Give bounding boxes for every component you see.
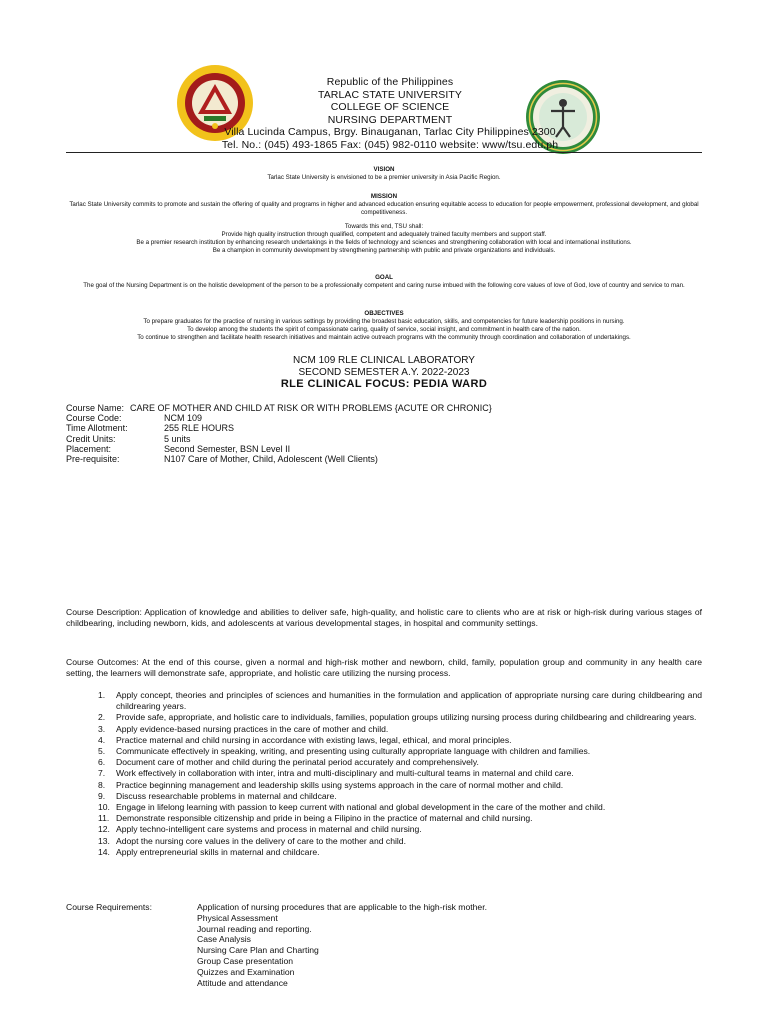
list-item: Quizzes and Examination — [197, 966, 295, 977]
list-item: Physical Assessment — [197, 912, 278, 923]
goal-text: The goal of the Nursing Department is on the holistic development of the person to be a professionally competent and caring nurse imbued with the following core values of love of God, love of country and service to man. — [83, 282, 685, 289]
mission-heading: MISSION — [370, 193, 398, 200]
course-info-label: Course Code: — [66, 413, 122, 424]
objectives-section — [66, 310, 702, 342]
list-item: 11. Demonstrate responsible citizenship and pride in being a Filipino in the practice of maternal and child nursing. — [98, 813, 533, 824]
course-info-value: 5 units — [164, 433, 191, 444]
course-info-label: Pre-requisite: — [66, 453, 120, 464]
course-outcomes-intro: Course Outcomes: At the end of this course, given a normal and high-risk mother and newborn, child, family, population group and community in any health care setting, the learners will demonstrate safe, appropriate, and holistic care utilizing the nursing process. — [66, 657, 702, 679]
goal-heading: GOAL — [375, 274, 393, 281]
course-info-label: Time Allotment: — [66, 423, 128, 434]
list-item: 14. Apply entrepreneurial skills in maternal and childcare. — [98, 846, 320, 857]
course-info-value: N107 Care of Mother, Child, Adolescent (Well Clients) — [164, 453, 378, 464]
mission-intro: Towards this end, TSU shall: — [344, 223, 424, 230]
list-item: 10. Engage in lifelong learning with passion to keep current with national and global development in the care of the mother and child. — [98, 802, 606, 813]
list-item: Group Case presentation — [197, 955, 294, 966]
list-item: 12. Apply techno-intelligent care systems and process in maternal and child nursing. — [98, 824, 422, 835]
semester-title: SECOND SEMESTER A.Y. 2022-2023 — [298, 366, 470, 378]
list-item: 1. Apply concept, theories and principles of sciences and humanities in the formulation and application of appropriate nursing care during childbearing and childrearing years. — [98, 690, 702, 712]
list-item: 5. Communicate effectively in speaking, writing, and presenting using culturally appropriate language with children and families. — [98, 746, 591, 757]
objective-item: To develop among the students the spirit of compassionate caring, quality of service, social insight, and commitment in health care of the nation. — [187, 326, 581, 333]
course-info-value: CARE OF MOTHER AND CHILD AT RISK OR WITH PROBLEMS {ACUTE OR CHRONIC} — [130, 403, 492, 413]
clinical-focus-title: RLE CLINICAL FOCUS: PEDIA WARD — [280, 378, 488, 390]
list-item: Attitude and attendance — [197, 977, 288, 988]
list-item: 9. Discuss researchable problems in maternal and childcare. — [98, 790, 337, 801]
letterhead-department: NURSING DEPARTMENT — [327, 113, 453, 126]
vision-section — [66, 166, 702, 182]
vision-text: Tarlac State University is envisioned to be a premier university in Asia Pacific Region. — [267, 174, 501, 181]
list-item: 6. Document care of mother and child during the perinatal period accurately and comprehensively. — [98, 757, 479, 768]
list-item: 3. Apply evidence-based nursing practices in the care of mother and child. — [98, 723, 389, 734]
mission-item: Provide high quality instruction through qualified, competent and adequately trained faculty members and support staff. — [221, 231, 547, 238]
course-requirements-label: Course Requirements: — [66, 902, 152, 912]
letterhead-university: TARLAC STATE UNIVERSITY — [317, 88, 463, 101]
list-item: 7. Work effectively in collaboration with inter, intra and multi-disciplinary and multi-cultural teams in maternal and child care. — [98, 768, 574, 779]
course-info-value: 255 RLE HOURS — [164, 423, 235, 434]
goal-section — [66, 274, 702, 290]
course-info-label: Course Name: — [66, 403, 125, 413]
list-item: Nursing Care Plan and Charting — [197, 945, 319, 956]
objective-item: To continue to strengthen and facilitate health research initiatives and maintain active outreach programs with the community through coordination and collaboration of undertakings. — [137, 334, 631, 341]
course-info-label: Credit Units: — [66, 433, 116, 444]
list-item: 4. Practice maternal and child nursing in accordance with existing laws, legal, ethical, and moral principles. — [98, 734, 512, 745]
course-info-value: NCM 109 — [164, 413, 203, 424]
vision-heading: VISION — [373, 166, 395, 173]
letterhead-contact: Tel. No.: (045) 493-1865 Fax: (045) 982-0110 website: www/tsu.edu.ph — [221, 138, 559, 151]
course-description: Course Description: Application of knowledge and abilities to deliver safe, high-quality, and holistic care to clients who are at risk or high-risk during various stages of childbearing, including newborn, kids, and adolescents at various developmental stages, in hospital and community settings. — [66, 607, 702, 629]
course-title: NCM 109 RLE CLINICAL LABORATORY — [293, 355, 475, 366]
letterhead-address: Villa Lucinda Campus, Brgy. Binauganan, Tarlac City Philippines 2300 — [224, 126, 556, 138]
course-info-value: Second Semester, BSN Level II — [164, 443, 291, 454]
list-item: Application of nursing procedures that are applicable to the high-risk mother. — [197, 902, 487, 912]
mission-section — [66, 193, 702, 255]
course-title-block — [66, 355, 702, 391]
list-item: 8. Practice beginning management and leadership skills using systems approach in the care of normal mother and child. — [98, 779, 564, 790]
mission-item: Be a premier research institution by enhancing research undertakings in the fields of technology and sciences and strengthening collaboration with local and international institutions. — [136, 239, 632, 246]
letterhead — [180, 76, 600, 151]
course-outcomes-list — [98, 690, 702, 858]
objective-item: To prepare graduates for the practice of nursing in various settings by providing the broadest basic education, skills, and competencies for future leadership positions in nursing. — [143, 318, 625, 325]
list-item: 2. Provide safe, appropriate, and holistic care to individuals, families, population groups utilizing nursing process during childbearing and childrearing years. — [98, 712, 697, 723]
mission-text: Tarlac State University commits to promote and sustain the offering of quality and programs in higher and advanced education ensuring equitable access to education for people empowerment, professional development, and global competitiveness. — [69, 201, 699, 216]
course-info-label: Placement: — [66, 443, 112, 454]
list-item: Journal reading and reporting. — [197, 923, 312, 934]
objectives-heading: OBJECTIVES — [364, 310, 404, 317]
letterhead-college: COLLEGE OF SCIENCE — [330, 101, 450, 113]
header-divider — [66, 152, 702, 153]
letterhead-country: Republic of the Philippines — [326, 76, 454, 88]
mission-item: Be a champion in community development by strengthening partnership with public and private organizations and individuals. — [212, 247, 556, 254]
course-requirements-list — [197, 902, 487, 988]
list-item: Case Analysis — [197, 934, 251, 945]
list-item: 13. Adopt the nursing core values in the delivery of care to the mother and child. — [98, 835, 406, 846]
